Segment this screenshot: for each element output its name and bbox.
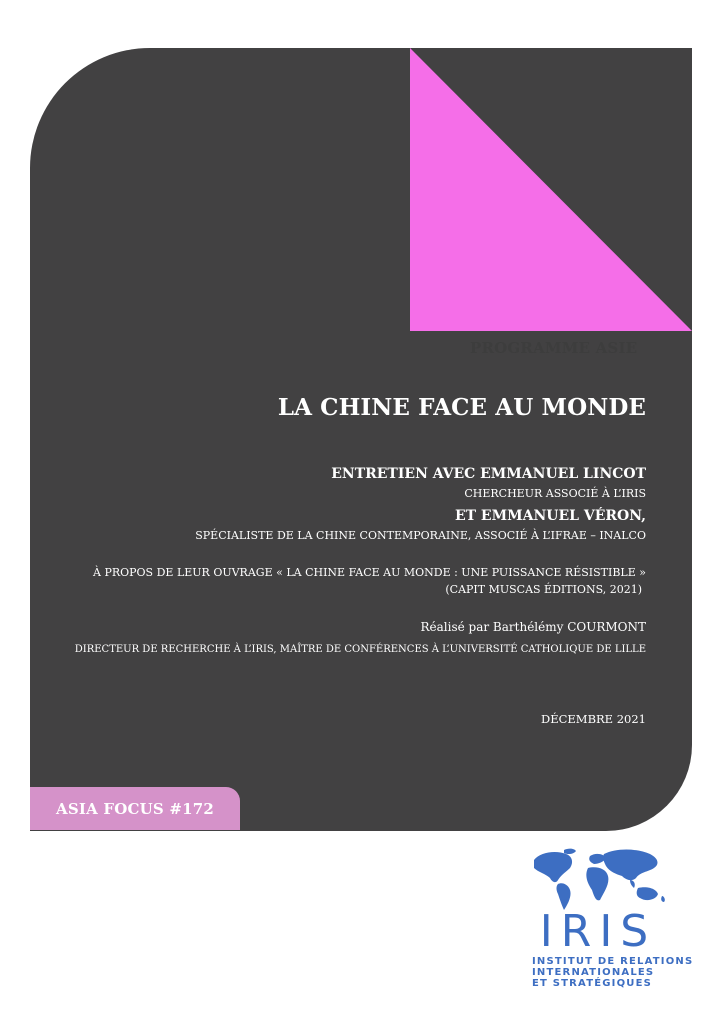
iris-name-line-3: ET STRATÉGIQUES (532, 978, 653, 989)
iris-logo (526, 846, 694, 990)
interviewee-1: ENTRETIEN AVEC EMMANUEL LINCOT (331, 466, 646, 482)
book-reference: À PROPOS DE LEUR OUVRAGE « LA CHINE FACE AU MONDE : UNE PUISSANCE RÉSISTIBLE » (93, 566, 646, 579)
world-map-icon (526, 846, 670, 912)
accent-triangle (410, 48, 692, 331)
publisher-reference: (CAPIT MUSCAS ÉDITIONS, 2021) (445, 583, 642, 596)
iris-wordmark-letters: IRIS (539, 906, 657, 957)
series-label: ASIA FOCUS #172 (56, 799, 215, 818)
interviewee-2: ET EMMANUEL VÉRON, (454, 508, 646, 524)
iris-name-line-1: INSTITUT DE RELATIONS (532, 956, 694, 967)
iris-name-line-2: INTERNATIONALES (532, 967, 655, 978)
author-line: Réalisé par Barthélémy COURMONT (420, 620, 646, 634)
publication-date: DÉCEMBRE 2021 (540, 712, 646, 726)
interviewee-1-role: CHERCHEUR ASSOCIÉ À L’IRIS (464, 487, 646, 500)
programme-label: PROGRAMME ASIE (470, 339, 638, 357)
author-role: DIRECTEUR DE RECHERCHE À L’IRIS, MAÎTRE DE CONFÉRENCES À L’UNIVERSITÉ CATHOLIQUE DE LILLE (74, 644, 646, 655)
series-badge (30, 787, 240, 830)
page-title: LA CHINE FACE AU MONDE (277, 394, 646, 421)
interviewee-2-role: SPÉCIALISTE DE LA CHINE CONTEMPORAINE, ASSOCIÉ À L’IFRAE – INALCO (195, 529, 646, 542)
iris-wordmark (526, 906, 694, 989)
